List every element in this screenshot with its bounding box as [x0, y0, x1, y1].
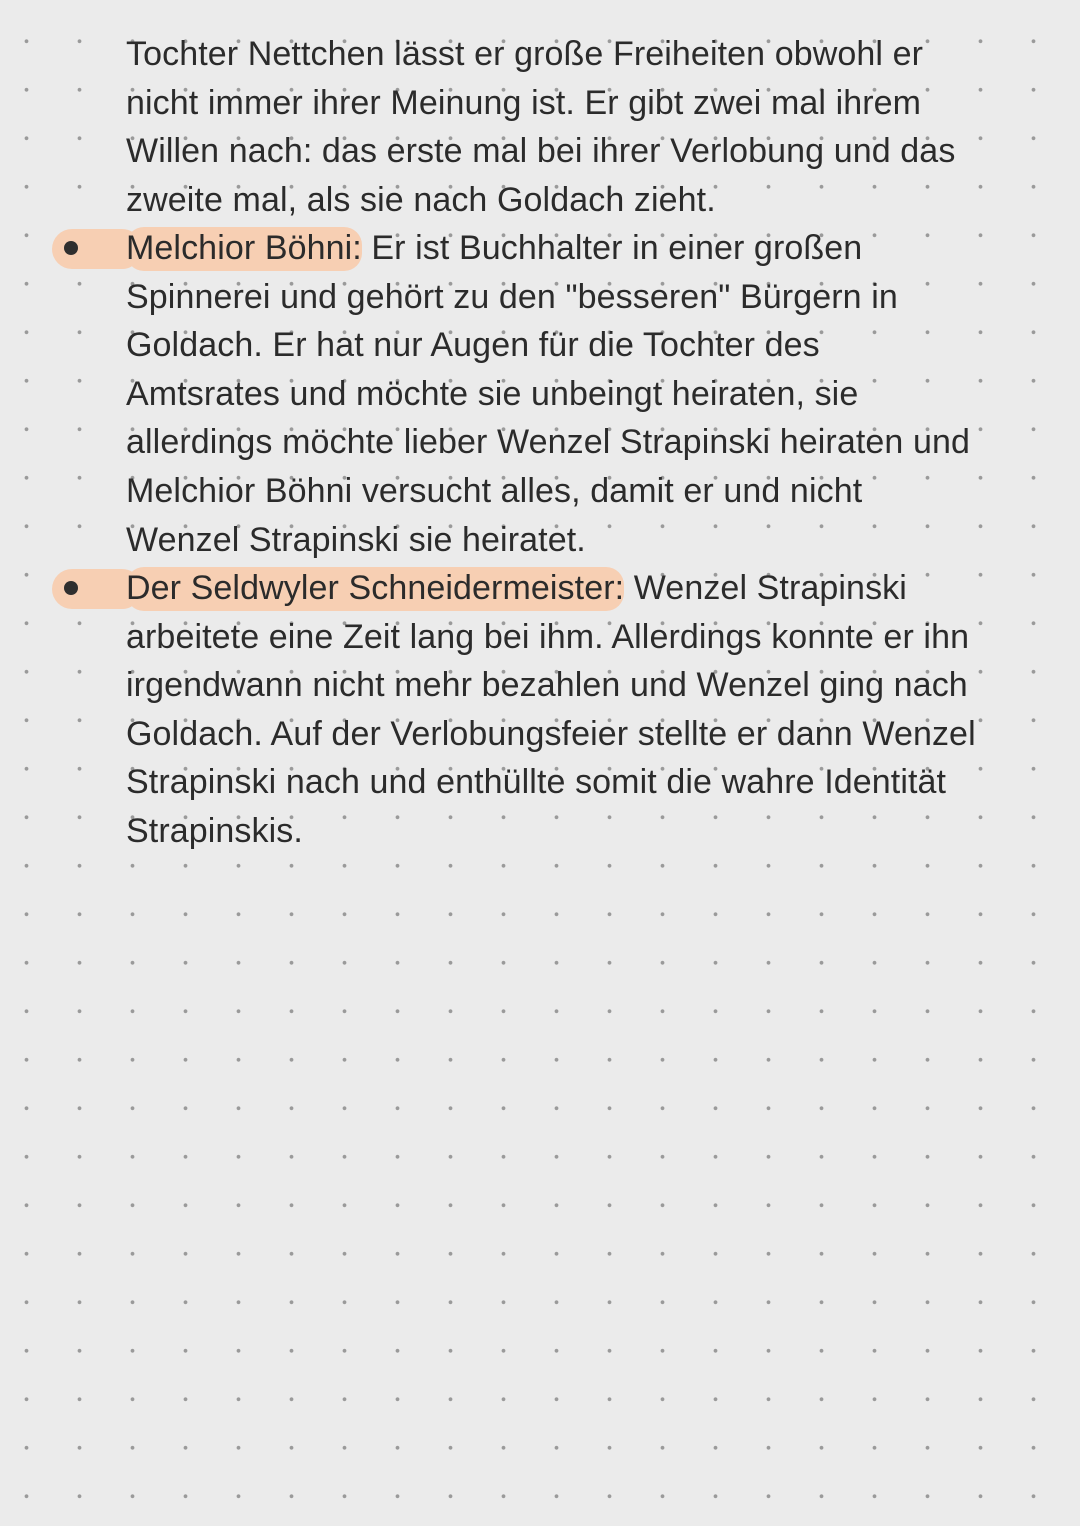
text-segment: Er ist Buchhalter in einer großen: [361, 229, 863, 267]
text-line: nicht immer ihrer Meinung ist. Er gibt zwei mal ihrem: [126, 83, 922, 122]
text-line: Strapinski nach und enthüllte somit die wahre Identität: [126, 763, 947, 802]
text-line: irgendwann nicht mehr bezahlen und Wenzel ging nach: [126, 666, 968, 705]
bullet-icon: [64, 241, 78, 255]
text-line: Wenzel Strapinski sie heiratet.: [126, 520, 586, 559]
text-line: Willen nach: das erste mal bei ihrer Verlobung und das: [126, 132, 956, 171]
highlighted-name: Der Seldwyler Schneidermeister:: [126, 567, 624, 611]
text-line: zweite mal, als sie nach Goldach zieht.: [126, 180, 716, 219]
list-item-first-line: [126, 224, 1026, 273]
text-line: Goldach. Auf der Verlobungsfeier stellte er dann Wenzel: [126, 714, 976, 753]
bullet-icon: [64, 581, 78, 595]
text-line: Goldach. Er hat nur Augen für die Tochter des: [126, 326, 820, 365]
list-item-schneidermeister: [126, 564, 1026, 856]
text-line: Spinnerei und gehört zu den "besseren" Bürgern in: [126, 277, 898, 316]
text-line: Strapinskis.: [126, 811, 303, 850]
text-line: allerdings möchte lieber Wenzel Strapinski heiraten und: [126, 423, 970, 462]
text-line: Tochter Nettchen lässt er große Freiheiten obwohl er: [126, 35, 924, 73]
text-line: Melchior Böhni versucht alles, damit er und nicht: [126, 471, 863, 510]
list-item-first-line: [126, 564, 1026, 613]
text-segment: Wenzel Strapinski: [624, 569, 907, 607]
highlighted-name: Melchior Böhni:: [126, 227, 362, 271]
text-line: Amtsrates und möchte sie unbeingt heiraten, sie: [126, 374, 859, 413]
list-item-melchior-boehni: [126, 224, 1026, 564]
text-line: arbeitete eine Zeit lang bei ihm. Allerdings konnte er ihn: [126, 617, 970, 656]
intro-paragraph: [126, 30, 1026, 224]
